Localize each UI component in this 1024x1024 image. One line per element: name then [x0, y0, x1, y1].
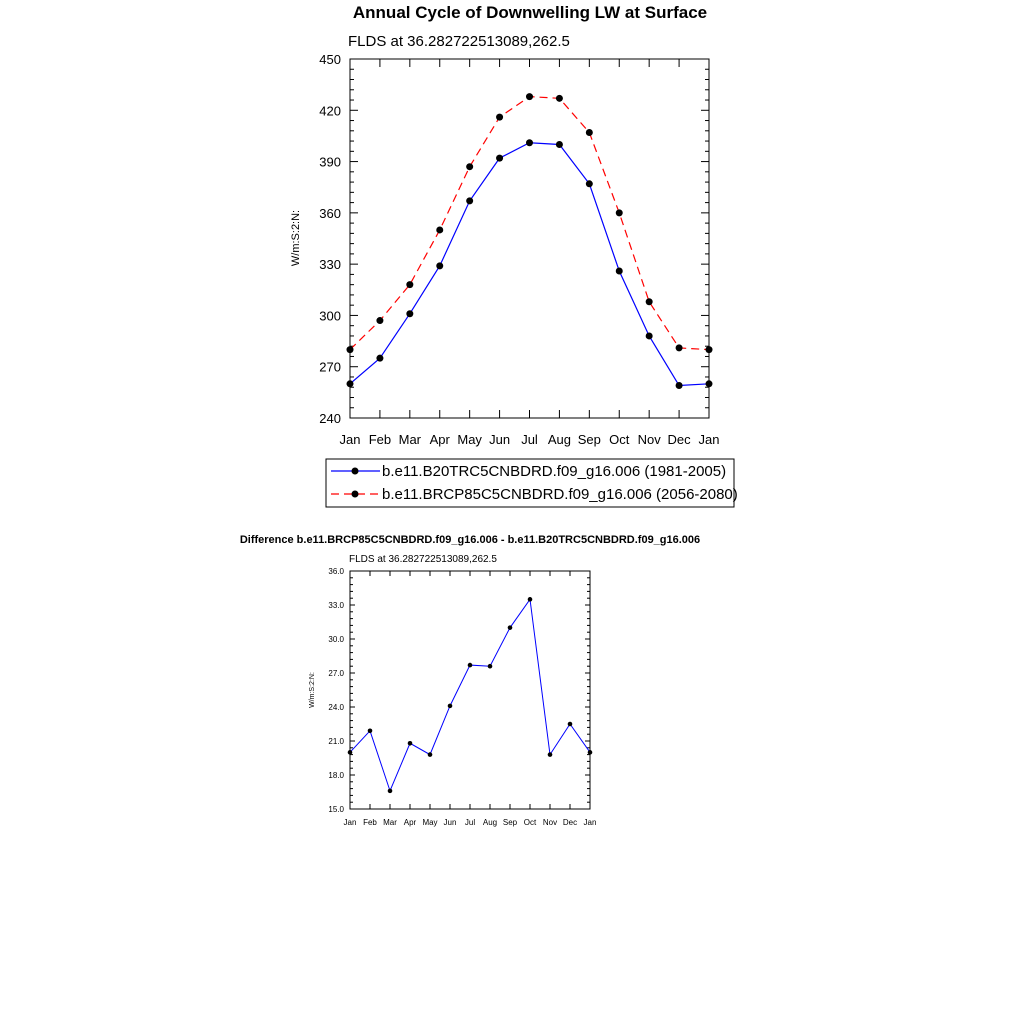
diff-ytick-label: 24.0: [328, 703, 344, 712]
diff-series-0-point: [368, 729, 373, 734]
diff-series-0-point: [508, 625, 513, 630]
main-series-1-point: [496, 114, 503, 121]
main-series-0-point: [347, 380, 354, 387]
main-ytick-label: 300: [319, 308, 341, 324]
diff-xtick-label: Mar: [383, 818, 397, 827]
diff-xtick-label: Apr: [403, 818, 417, 827]
diff-series-0-point: [428, 752, 433, 757]
main-ytick-label: 450: [319, 52, 341, 67]
diff-ytick-label: 27.0: [328, 669, 344, 678]
main-series-1-point: [406, 281, 413, 288]
diff-chart-subtitle: FLDS at 36.282722513089,262.5: [349, 554, 497, 565]
main-xtick-label: Mar: [398, 432, 422, 447]
legend-entry-historical: [331, 463, 726, 480]
diff-xtick-label: Jan: [583, 818, 597, 827]
diff-xtick-label: Nov: [542, 818, 558, 827]
main-xtick-label: Jul: [521, 432, 538, 447]
main-ytick-label: 420: [319, 103, 341, 119]
main-plot-layer: [319, 52, 719, 447]
diff-ytick-label: 18.0: [328, 771, 344, 780]
main-series-1-point: [376, 317, 383, 324]
main-xtick-label: Aug: [547, 432, 571, 447]
main-plot-frame: [350, 59, 709, 418]
main-series-1-point: [586, 129, 593, 136]
main-series-1-point: [676, 344, 683, 351]
main-series-1-point: [436, 226, 443, 233]
diff-xtick-label: Sep: [502, 818, 518, 827]
main-series-0-point: [676, 382, 683, 389]
main-xtick-label: Nov: [637, 432, 661, 447]
main-xtick-label: Dec: [667, 432, 691, 447]
diff-xtick-label: Feb: [363, 818, 377, 827]
main-xtick-label: Jan: [698, 432, 720, 447]
main-ytick-label: 330: [319, 257, 341, 273]
main-series-0-point: [586, 180, 593, 187]
main-series-1-point: [556, 95, 563, 102]
main-ytick-label: 240: [319, 411, 341, 426]
main-series-1-line: [350, 97, 709, 350]
diff-plot-frame: [350, 571, 590, 809]
diff-ytick-label: 21.0: [328, 737, 344, 746]
main-chart-title: Annual Cycle of Downwelling LW at Surface: [352, 3, 708, 22]
main-y-axis-label: W/m:S:2:N:: [290, 209, 302, 267]
main-series-0-point: [706, 380, 713, 387]
diff-series-0-point: [488, 664, 493, 669]
main-series-0-point: [526, 139, 533, 146]
diff-xtick-label: May: [422, 818, 438, 827]
diff-y-axis-label: W/m:S:2:N:: [309, 672, 316, 708]
diff-ytick-label: 15.0: [328, 805, 344, 814]
main-xtick-label: Sep: [577, 432, 601, 447]
legend-marker-historical: [352, 468, 359, 475]
diff-xtick-label: Jan: [343, 818, 357, 827]
main-xtick-label: May: [457, 432, 482, 447]
diff-ytick-label: 36.0: [328, 567, 344, 576]
diff-xtick-label: Jul: [464, 818, 476, 827]
main-series-1-point: [466, 163, 473, 170]
diff-chart-title: Difference b.e11.BRCP85C5CNBDRD.f09_g16.006 - b.e11.B20TRC5CNBDRD.f09_g16.006: [239, 534, 701, 546]
main-series-0-point: [436, 262, 443, 269]
main-series-1-point: [526, 93, 533, 100]
main-ytick-label: 390: [319, 154, 341, 170]
main-series-0-point: [406, 310, 413, 317]
main-xtick-label: Jun: [489, 432, 511, 447]
legend-entry-rcp85: [331, 486, 738, 503]
main-xtick-label: Apr: [429, 432, 450, 447]
diff-xtick-label: Oct: [523, 818, 537, 827]
diff-ytick-label: 30.0: [328, 635, 344, 644]
main-chart-subtitle: FLDS at 36.282722513089,262.5: [348, 33, 570, 50]
main-xtick-label: Oct: [609, 432, 630, 447]
diff-xtick-label: Dec: [562, 818, 578, 827]
main-xtick-label: Jan: [339, 432, 361, 447]
diff-xtick-label: Aug: [482, 818, 498, 827]
main-series-0-point: [376, 355, 383, 362]
diff-series-0-point: [548, 752, 553, 757]
diff-series-0-point: [408, 741, 413, 746]
main-series-0-point: [616, 267, 623, 274]
main-series-0-point: [556, 141, 563, 148]
diff-xtick-label: Jun: [443, 818, 457, 827]
main-xtick-label: Feb: [368, 432, 392, 447]
main-series-0-point: [646, 332, 653, 339]
diff-plot-layer: [328, 567, 596, 827]
diff-series-0-point: [528, 597, 533, 602]
diff-series-0-point: [468, 663, 473, 668]
diff-series-0-point: [568, 722, 573, 727]
main-ytick-label: 360: [319, 205, 341, 221]
diff-ytick-label: 33.0: [328, 601, 344, 610]
main-series-1-point: [706, 346, 713, 353]
legend-marker-rcp85: [352, 491, 359, 498]
diff-series-0-line: [350, 599, 590, 791]
diff-series-0-point: [588, 750, 593, 755]
main-series-1-point: [347, 346, 354, 353]
main-series-1-point: [646, 298, 653, 305]
legend-label-historical: b.e11.B20TRC5CNBDRD.f09_g16.006 (1981-2005): [382, 463, 727, 480]
diff-series-0-point: [388, 789, 393, 794]
legend-label-rcp85: b.e11.BRCP85C5CNBDRD.f09_g16.006 (2056-2080): [382, 486, 738, 503]
main-series-0-point: [496, 155, 503, 162]
diff-series-0-point: [348, 750, 353, 755]
main-series-0-point: [466, 197, 473, 204]
main-ytick-label: 270: [319, 359, 341, 375]
diff-series-0-point: [448, 704, 453, 709]
main-series-1-point: [616, 209, 623, 216]
main-series-0-line: [350, 143, 709, 386]
